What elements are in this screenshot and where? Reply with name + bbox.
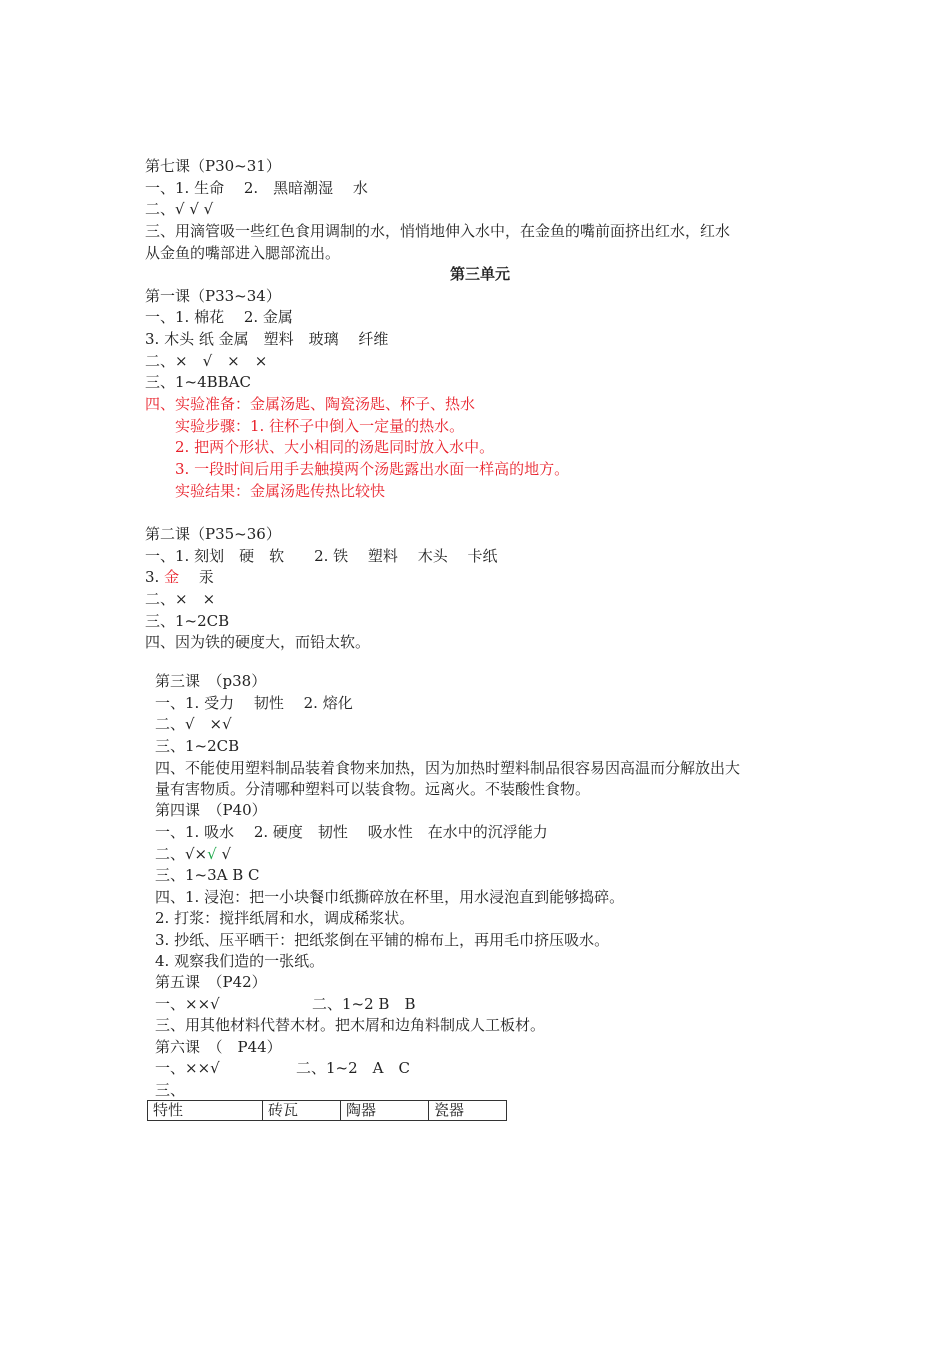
lesson4-answer-3: 三、1~3A B C	[155, 866, 260, 884]
lesson4-answer-2-green-check: √	[207, 845, 217, 863]
lesson4-answer-4-step2: 2. 打浆：搅拌纸屑和水，调成稀浆状。	[155, 909, 415, 927]
table-header-cell: 瓷器	[429, 1101, 507, 1121]
table-header-cell: 陶器	[341, 1101, 429, 1121]
lesson2-answer-4: 四、因为铁的硬度大，而铅太软。	[145, 633, 371, 651]
lesson7-answer-3-line1: 三、用滴管吸一些红色食用调制的水，悄悄地伸入水中，在金鱼的嘴前面挤出红水，红水	[145, 222, 731, 240]
lesson5-answer-2: 二、1~2 B B	[312, 995, 416, 1013]
lesson4-answer-2-prefix: 二、√×	[155, 845, 208, 863]
lesson7-answer-2: 二、√ √ √	[145, 200, 214, 218]
lesson2-answer-3: 三、1~2CB	[145, 612, 230, 630]
unit-title: 第三单元	[449, 265, 510, 283]
lesson7-title: 第七课（P30~31）	[145, 157, 281, 175]
lesson3-answer-2: 二、√ ×√	[155, 715, 232, 733]
lesson1-answer-1-3: 3. 木头 纸 金属 塑料 玻璃 纤维	[145, 330, 389, 348]
lesson4-answer-4-step3: 3. 抄纸、压平晒干：把纸浆倒在平铺的棉布上，再用毛巾挤压吸水。	[155, 931, 610, 949]
lesson2-answer-mercury: 汞	[179, 568, 214, 586]
lesson3-answer-3: 三、1~2CB	[155, 737, 240, 755]
lesson7-answer-3-line2: 从金鱼的嘴部进入腮部流出。	[145, 244, 341, 262]
lesson3-answer-4-line1: 四、不能使用塑料制品装着食物来加热，因为加热时塑料制品很容易因高温而分解放出大	[155, 759, 741, 777]
lesson1-experiment-result: 实验结果：金属汤匙传热比较快	[175, 482, 386, 500]
lesson5-title: 第五课 （P42）	[155, 973, 267, 991]
lesson6-title: 第六课 （ P44）	[155, 1038, 282, 1056]
lesson4-answer-4-step4: 4. 观察我们造的一张纸。	[155, 952, 325, 970]
lesson4-answer-2	[155, 844, 231, 864]
lesson4-title: 第四课 （P40）	[155, 801, 267, 819]
lesson2-answer-1: 一、1. 刻划 硬 软 2. 铁 塑料 木头 卡纸	[145, 547, 498, 565]
lesson3-answer-4-line2: 量有害物质。分清哪种塑料可以装食物。远离火。不装酸性食物。	[155, 780, 591, 798]
lesson1-experiment-prep: 四、实验准备：金属汤匙、陶瓷汤匙、杯子、热水	[145, 395, 476, 413]
lesson6-answer-2: 二、1~2 A C	[296, 1059, 410, 1077]
lesson6-answer-3: 三、	[155, 1081, 186, 1099]
lesson5-answer-3: 三、用其他材料代替木材。把木屑和边角料制成人工板材。	[155, 1016, 546, 1034]
lesson1-experiment-step1: 实验步骤：1. 往杯子中倒入一定量的热水。	[175, 417, 465, 435]
lesson5-answer-1: 一、××√	[155, 995, 220, 1013]
lesson4-answer-4-step1: 四、1. 浸泡：把一小块餐巾纸撕碎放在杯里，用水浸泡直到能够捣碎。	[155, 888, 625, 906]
lesson1-answer-3: 三、1~4BBAC	[145, 373, 252, 391]
materials-properties-table	[147, 1100, 507, 1121]
lesson6-answer-1: 一、××√	[155, 1059, 220, 1077]
table-row	[148, 1101, 507, 1121]
table-header-cell: 砖瓦	[263, 1101, 341, 1121]
lesson3-title: 第三课 （p38）	[155, 672, 267, 690]
lesson2-answer-gold: 金	[164, 568, 180, 586]
lesson4-answer-2-rest: √	[216, 845, 232, 863]
lesson2-answer-1-3	[145, 567, 214, 587]
lesson1-answer-2: 二、× √ × ×	[145, 352, 268, 370]
lesson2-answer-prefix: 3.	[145, 568, 165, 586]
lesson4-answer-1: 一、1. 吸水 2. 硬度 韧性 吸水性 在水中的沉浮能力	[155, 823, 548, 841]
lesson7-answer-1: 一、1. 生命 2. 黑暗潮湿 水	[145, 179, 368, 197]
lesson2-answer-2: 二、× ×	[145, 590, 216, 608]
lesson1-experiment-step3: 3. 一段时间后用手去触摸两个汤匙露出水面一样高的地方。	[175, 460, 570, 478]
lesson3-answer-1: 一、1. 受力 韧性 2. 熔化	[155, 694, 353, 712]
lesson1-answer-1: 一、1. 棉花 2. 金属	[145, 308, 293, 326]
lesson2-title: 第二课（P35~36）	[145, 525, 281, 543]
lesson1-title: 第一课（P33~34）	[145, 287, 281, 305]
table-header-cell: 特性	[148, 1101, 263, 1121]
lesson1-experiment-step2: 2. 把两个形状、大小相同的汤匙同时放入水中。	[175, 438, 495, 456]
